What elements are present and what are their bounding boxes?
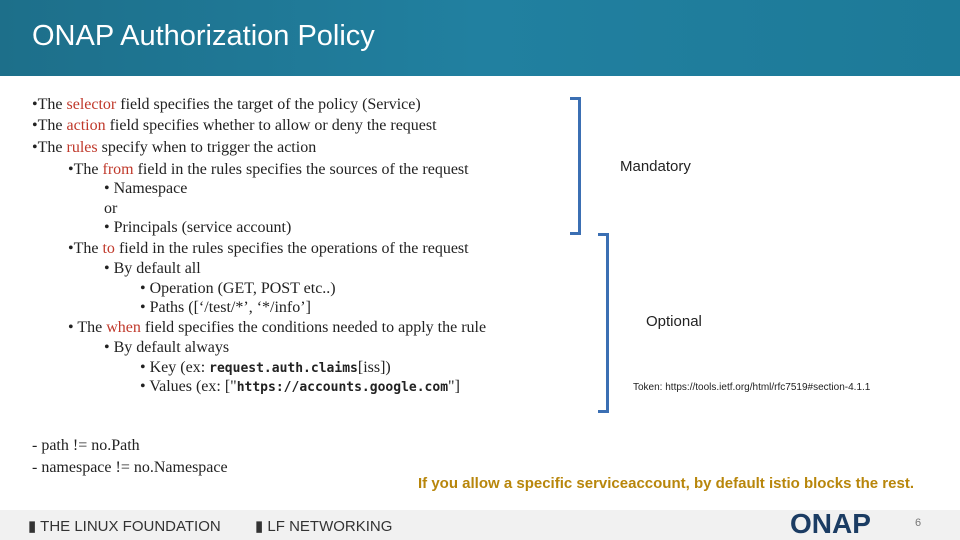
bullet-when: • The when field specifies the conditions needed to apply the rule <box>68 319 487 336</box>
linux-foundation-logo: ▮ THE LINUX FOUNDATION <box>28 518 221 535</box>
bullet-namespace: • Namespace <box>104 180 188 197</box>
optional-bracket <box>598 233 609 413</box>
bullet-principals: • Principals (service account) <box>104 219 292 236</box>
bullet-paths: • Paths ([‘/test/*’, ‘*/info’] <box>140 299 311 316</box>
condition-namespace: - namespace != no.Namespace <box>32 459 228 476</box>
slide-number: 6 <box>915 517 922 529</box>
bullet-to: •The to field in the rules specifies the operations of the request <box>68 240 469 257</box>
istio-note: If you allow a specific serviceaccount, by default istio blocks the rest. <box>418 475 914 492</box>
condition-path: - path != no.Path <box>32 437 140 454</box>
token-reference: Token: https://tools.ietf.org/html/rfc7519#section-4.1.1 <box>633 382 871 393</box>
text-or: or <box>104 200 118 217</box>
bullet-operation: • Operation (GET, POST etc..) <box>140 280 336 297</box>
bullet-action: •The action field specifies whether to allow or deny the request <box>32 117 437 134</box>
mandatory-label: Mandatory <box>620 158 691 175</box>
bullet-selector: •The selector field specifies the target of the policy (Service) <box>32 96 421 113</box>
onap-logo: ONAP <box>790 508 871 539</box>
mandatory-bracket <box>570 97 581 235</box>
bullet-default-always: • By default always <box>104 339 230 356</box>
bullet-from: •The from field in the rules specifies the sources of the request <box>68 161 469 178</box>
lf-networking-logo: ▮ LF NETWORKING <box>255 518 393 535</box>
optional-label: Optional <box>646 313 702 330</box>
bullet-default-all: • By default all <box>104 260 201 277</box>
bullet-key: • Key (ex: request.auth.claims[iss]) <box>140 359 391 376</box>
bullet-rules: •The rules specify when to trigger the action <box>32 139 317 156</box>
bullet-values: • Values (ex: ["https://accounts.google.com"] <box>140 378 460 395</box>
page-title: ONAP Authorization Policy <box>32 20 375 52</box>
